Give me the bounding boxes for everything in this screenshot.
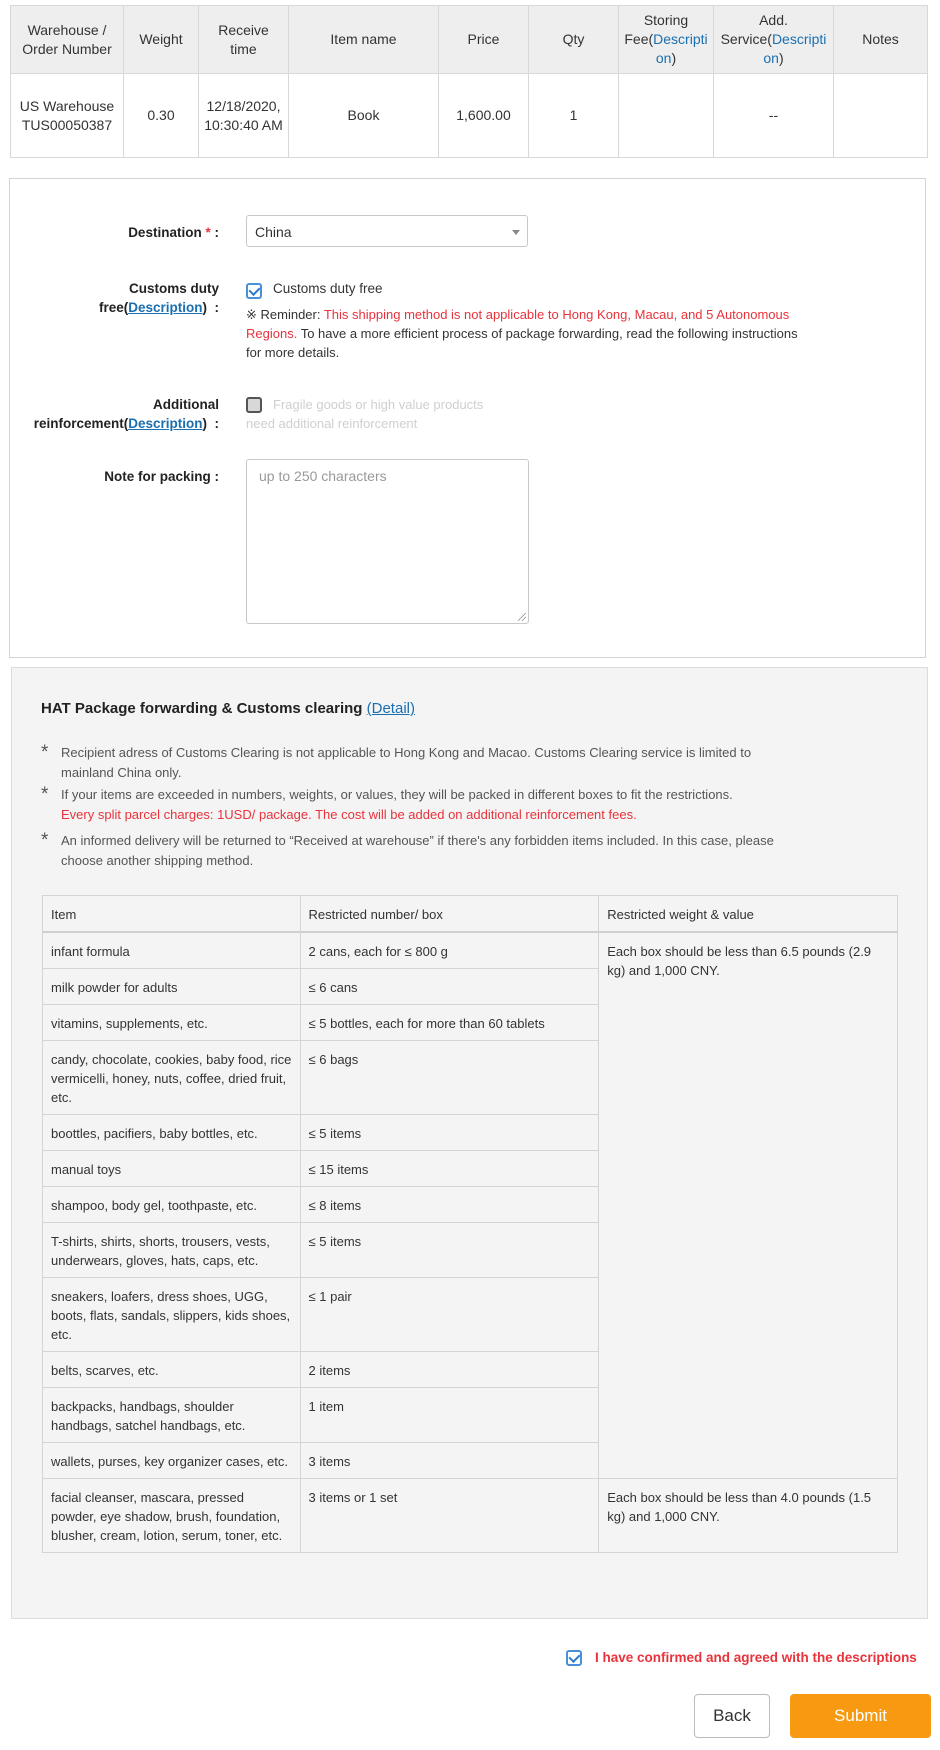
packing-note-textarea[interactable] (246, 459, 529, 624)
col-storing-fee-header (619, 6, 714, 74)
cell-qty: 1 (529, 74, 619, 158)
limit-cell: 2 cans, each for ≤ 800 g (300, 932, 599, 969)
col-notes-header: Notes (834, 6, 928, 74)
table-row (43, 1479, 898, 1553)
col-item-header: Item (43, 896, 301, 933)
limit-cell: ≤ 5 items (300, 1223, 599, 1278)
info-note-warning: Every split parcel charges: 1USD/ package. The cost will be added on additional reinforcement fees. (61, 807, 637, 822)
col-receive-header (199, 6, 289, 74)
detail-link[interactable]: (Detail) (366, 700, 415, 717)
item-cell: infant formula (43, 932, 301, 969)
note-label-text: Note for packing (104, 469, 211, 484)
header-text: Fee( (624, 31, 654, 47)
agree-label: I have confirmed and agreed with the descriptions (595, 1650, 917, 1665)
header-text: Service( (720, 31, 772, 47)
limit-cell: ≤ 1 pair (300, 1278, 599, 1352)
customs-description-link[interactable]: Description (128, 300, 203, 315)
item-cell: manual toys (43, 1151, 301, 1187)
add-service-description-link[interactable]: Descripti (771, 31, 827, 47)
weight-value-cell: Each box should be less than 6.5 pounds (2.9 kg) and 1,000 CNY. (599, 932, 898, 1479)
note-label (104, 467, 219, 486)
limit-cell: ≤ 8 items (300, 1187, 599, 1223)
item-cell: facial cleanser, mascara, pressed powder, eye shadow, brush, foundation, blusher, cream, lotion, serum, toner, etc. (43, 1479, 301, 1553)
limit-cell: 3 items or 1 set (300, 1479, 599, 1553)
order-table-header (11, 6, 928, 74)
item-cell: sneakers, loafers, dress shoes, UGG, boots, flats, sandals, slippers, kids shoes, etc. (43, 1278, 301, 1352)
reinforcement-label (34, 395, 219, 433)
limit-cell: ≤ 15 items (300, 1151, 599, 1187)
limit-cell: 3 items (300, 1443, 599, 1479)
reinforcement-label-line1: Additional (153, 397, 219, 412)
cell-item-name: Book (289, 74, 439, 158)
customs-info-panel (11, 667, 928, 1619)
header-text: Storing (643, 12, 689, 28)
storing-fee-description-link-cont[interactable]: on (655, 50, 672, 66)
item-cell: T-shirts, shirts, shorts, trousers, vests, underwears, gloves, hats, caps, etc. (43, 1223, 301, 1278)
item-cell: belts, scarves, etc. (43, 1352, 301, 1388)
restrictions-table (42, 895, 898, 1553)
label-colon: : (214, 416, 219, 431)
order-number: TUS00050387 (21, 116, 113, 133)
item-cell: vitamins, supplements, etc. (43, 1005, 301, 1041)
col-warehouse-header (11, 6, 124, 74)
asterisk-icon: * (41, 742, 49, 763)
cell-weight: 0.30 (124, 74, 199, 158)
col-add-service-header (714, 6, 834, 74)
info-note-2 (41, 785, 801, 825)
label-colon: : (214, 300, 219, 315)
weight-value-cell: Each box should be less than 4.0 pounds (1.5 kg) and 1,000 CNY. (599, 1479, 898, 1553)
customs-duty-free-checkbox[interactable] (246, 283, 262, 299)
restrictions-header-row (43, 896, 898, 933)
limit-cell: ≤ 5 items (300, 1115, 599, 1151)
storing-fee-description-link[interactable]: Descripti (653, 31, 708, 47)
col-price-header: Price (439, 6, 529, 74)
agree-checkbox[interactable] (566, 1650, 582, 1666)
add-service-description-link-cont[interactable]: on (763, 50, 779, 66)
item-cell: wallets, purses, key organizer cases, etc. (43, 1443, 301, 1479)
limit-cell: 1 item (300, 1388, 599, 1443)
header-text: ) (671, 50, 677, 66)
cell-receive-time (199, 74, 289, 158)
warehouse-name: US Warehouse (19, 97, 115, 114)
header-text: Receive (218, 21, 269, 38)
col-number-header: Restricted number/ box (300, 896, 599, 933)
order-table (10, 5, 928, 158)
col-qty-header: Qty (529, 6, 619, 74)
reinforcement-label-suffix: ) (202, 416, 207, 431)
item-cell: candy, chocolate, cookies, baby food, rice vermicelli, honey, nuts, coffee, dried fruit, etc. (43, 1041, 301, 1115)
header-text: time (230, 40, 257, 57)
cell-price: 1,600.00 (439, 74, 529, 158)
asterisk-icon: * (41, 784, 49, 805)
packing-note-placeholder: up to 250 characters (259, 468, 387, 484)
reinforcement-option-label: Fragile goods or high value products need additional reinforcement (246, 397, 484, 431)
reminder-warning: This shipping method is not applicable to Hong Kong, Macau, and 5 Autonomous Regions. (246, 307, 790, 341)
customs-reminder (246, 305, 806, 362)
destination-select[interactable] (246, 215, 528, 247)
col-item-name-header: Item name (289, 6, 439, 74)
header-text: Add. (759, 12, 788, 28)
cell-notes (834, 74, 928, 158)
reminder-text: To have a more efficient process of package forwarding, read the following instructions for more details. (246, 326, 798, 360)
destination-label-text: Destination (128, 225, 202, 240)
resize-grip-icon[interactable] (518, 613, 526, 621)
cell-warehouse (11, 74, 124, 158)
info-note-text: Recipient adress of Customs Clearing is not applicable to Hong Kong and Macao. Customs Clearing service is limited to mainland China only. (61, 745, 752, 780)
limit-cell: 2 items (300, 1352, 599, 1388)
back-button[interactable]: Back (694, 1694, 770, 1738)
col-weight-header: Weight (124, 6, 199, 74)
required-mark: * (205, 225, 211, 240)
customs-label-suffix: ) (202, 300, 207, 315)
info-note-1 (41, 743, 801, 783)
limit-cell: ≤ 6 bags (300, 1041, 599, 1115)
customs-duty-free-option-label: Customs duty free (273, 281, 383, 296)
limit-cell: ≤ 5 bottles, each for more than 60 tablets (300, 1005, 599, 1041)
reminder-prefix: ※ Reminder: (246, 307, 324, 322)
header-text: Warehouse / (27, 21, 107, 38)
table-row (43, 932, 898, 969)
info-title-text: HAT Package forwarding & Customs clearing (41, 700, 363, 717)
receive-date: 12/18/2020, (206, 97, 281, 114)
item-cell: backpacks, handbags, shoulder handbags, satchel handbags, etc. (43, 1388, 301, 1443)
info-note-text: An informed delivery will be returned to “Received at warehouse” if there's any forbidden items included. In this case, please choose another shipping method. (61, 833, 774, 868)
shipping-form-panel (9, 178, 926, 658)
header-text: Order Number (22, 40, 112, 57)
col-weight-value-header: Restricted weight & value (599, 896, 898, 933)
chevron-down-icon (512, 230, 520, 235)
item-cell: boottles, pacifiers, baby bottles, etc. (43, 1115, 301, 1151)
destination-value: China (255, 224, 292, 240)
destination-label (128, 223, 219, 242)
label-colon: : (214, 225, 219, 240)
customs-label-line1: Customs duty (128, 281, 219, 296)
info-note-3 (41, 831, 801, 871)
item-cell: milk powder for adults (43, 969, 301, 1005)
limit-cell: ≤ 6 cans (300, 969, 599, 1005)
info-title (41, 700, 415, 717)
customs-duty-label (99, 279, 219, 317)
cell-add-service: -- (714, 74, 834, 158)
item-cell: shampoo, body gel, toothpaste, etc. (43, 1187, 301, 1223)
label-colon: : (214, 469, 219, 484)
customs-label-prefix: free( (98, 300, 129, 315)
asterisk-icon: * (41, 830, 49, 851)
submit-button[interactable]: Submit (790, 1694, 931, 1738)
header-text: ) (778, 50, 784, 66)
reinforcement-description-link[interactable]: Description (128, 416, 203, 431)
order-row (11, 74, 928, 158)
info-note-text: If your items are exceeded in numbers, weights, or values, they will be packed in different boxes to fit the restrictions. (61, 787, 733, 802)
reinforcement-label-prefix: reinforcement( (33, 416, 129, 431)
receive-time: 10:30:40 AM (204, 116, 283, 133)
cell-storing-fee (619, 74, 714, 158)
